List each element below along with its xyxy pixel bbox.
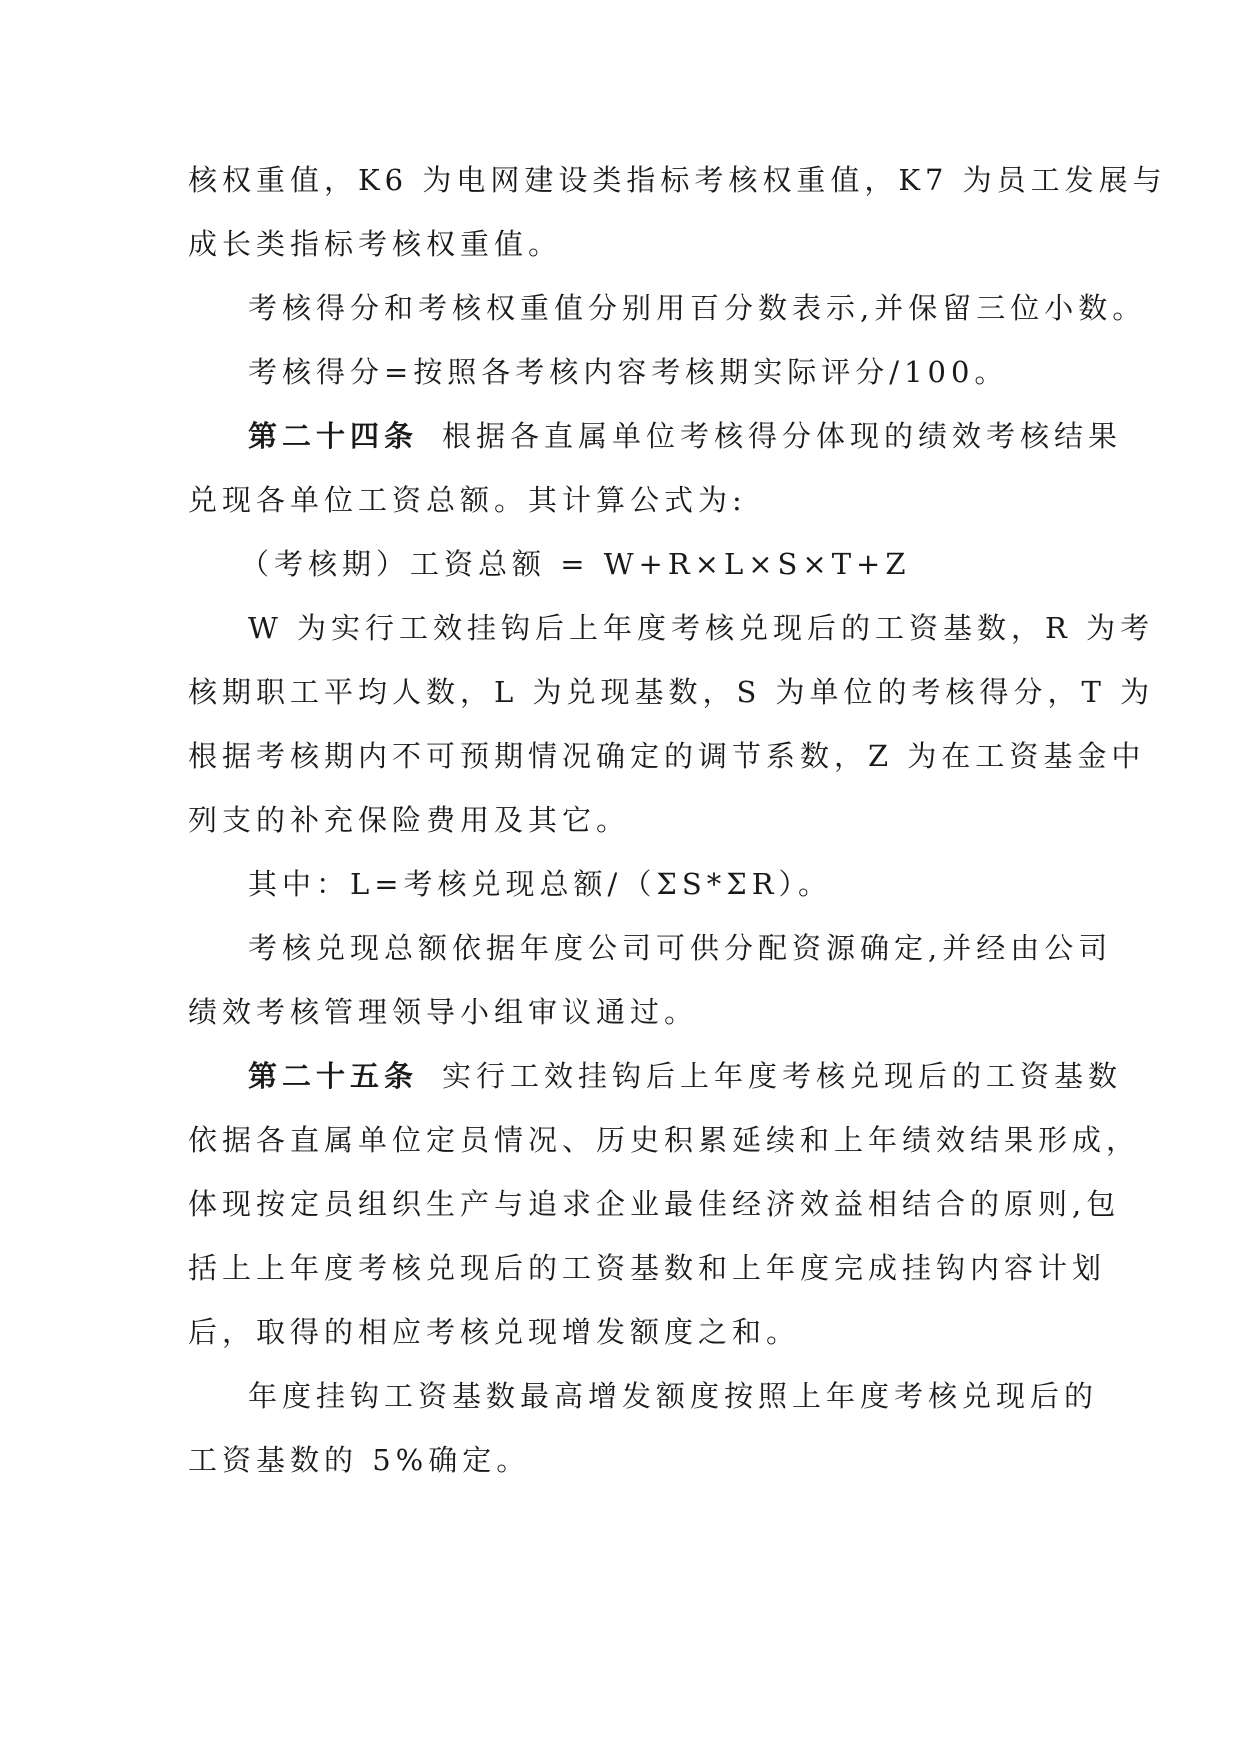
text-line: 依据各直属单位定员情况、历史积累延续和上年绩效结果形成，: [188, 1123, 1141, 1157]
text-line: 核期职工平均人数，L 为兑现基数，S 为单位的考核得分，T 为: [188, 675, 1155, 709]
document-body: [188, 148, 1167, 1492]
paragraph-line: 其中：L=考核兑现总额/（ΣS*ΣR）。: [248, 867, 833, 901]
paragraph-line: 考核得分和考核权重值分别用百分数表示,并保留三位小数。: [248, 291, 1147, 325]
article-24-text: 根据各直属单位考核得分体现的绩效考核结果: [442, 419, 1123, 453]
text-line: 工资基数的 5%确定。: [188, 1443, 531, 1477]
text-line: 成长类指标考核权重值。: [188, 227, 563, 261]
text-line: 根据考核期内不可预期情况确定的调节系数，Z 为在工资基金中: [188, 739, 1146, 773]
text-line: 后，取得的相应考核兑现增发额度之和。: [188, 1315, 801, 1349]
article-25-heading: 第二十五条: [248, 1059, 419, 1093]
text-line: 兑现各单位工资总额。其计算公式为:: [188, 483, 747, 517]
paragraph-line: W 为实行工效挂钩后上年度考核兑现后的工资基数，R 为考: [248, 611, 1155, 645]
text-line: 体现按定员组织生产与追求企业最佳经济效益相结合的原则,包: [188, 1187, 1121, 1221]
text-line: 列支的补充保险费用及其它。: [188, 803, 631, 837]
paragraph-line: 年度挂钩工资基数最高增发额度按照上年度考核兑现后的: [248, 1379, 1099, 1413]
paragraph-line: 考核得分=按照各考核内容考核期实际评分/100。: [248, 355, 1009, 389]
article-24-heading: 第二十四条: [248, 419, 419, 453]
text-line: 绩效考核管理领导小组审议通过。: [188, 995, 699, 1029]
text-line: 核权重值，K6 为电网建设类指标考核权重值，K7 为员工发展与: [188, 163, 1167, 197]
text-line: 括上上年度考核兑现后的工资基数和上年度完成挂钩内容计划: [188, 1251, 1107, 1285]
article-25-line: [188, 1044, 1123, 1108]
paragraph-line: 考核兑现总额依据年度公司可供分配资源确定,并经由公司: [248, 931, 1113, 965]
article-24-line: [188, 404, 1123, 468]
article-25-text: 实行工效挂钩后上年度考核兑现后的工资基数: [442, 1059, 1123, 1093]
formula-line: （考核期）工资总额 = W+R×L×S×T+Z: [240, 547, 911, 581]
